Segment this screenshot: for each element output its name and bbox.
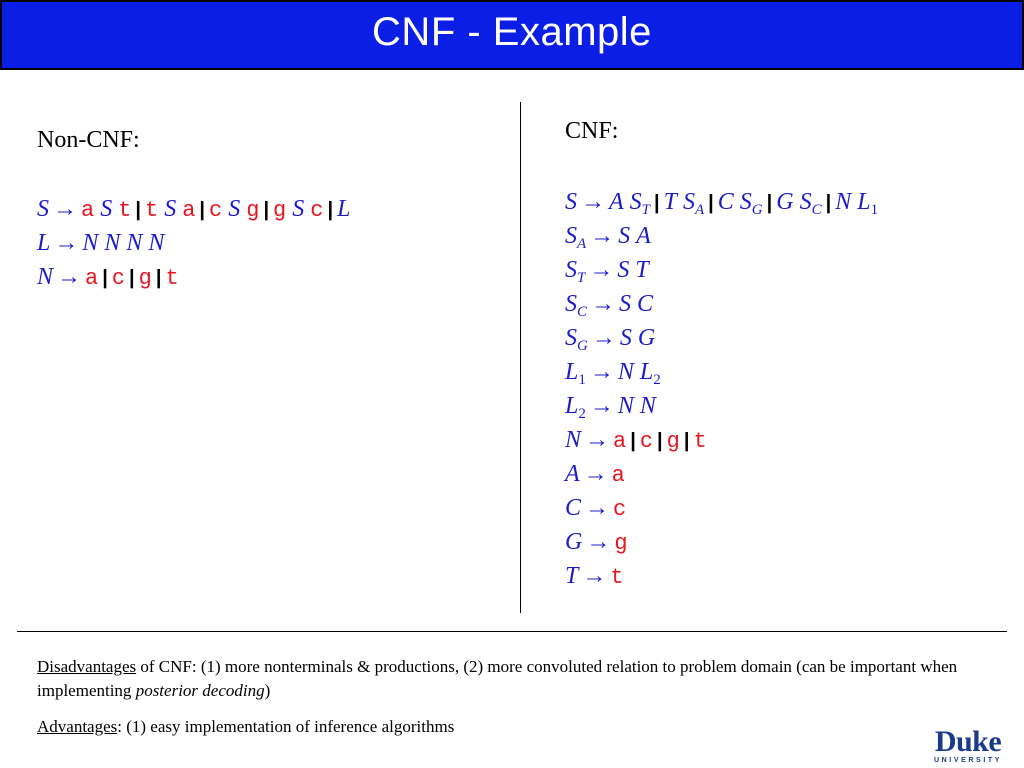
nonterminal: L	[639, 359, 654, 385]
subscript: T	[577, 270, 586, 286]
separator: |	[708, 192, 714, 214]
nonterminal: N	[617, 393, 634, 419]
subscript: G	[751, 202, 763, 218]
arrow: →	[590, 223, 615, 249]
arrow: →	[589, 359, 614, 385]
separator: |	[766, 192, 773, 214]
advantages-note	[37, 715, 997, 739]
arrow: →	[591, 291, 616, 317]
terminal: g	[273, 198, 287, 223]
terminal: c	[310, 198, 324, 223]
separator: |	[327, 199, 334, 221]
separator: |	[654, 192, 660, 214]
nonterminal: S	[739, 189, 752, 215]
nonterminal: T	[565, 563, 579, 589]
terminal: t	[610, 565, 624, 590]
grammar-rule	[37, 260, 179, 296]
terminal: c	[613, 497, 627, 522]
separator: |	[263, 199, 270, 221]
disadvantages-italic: posterior decoding	[135, 681, 265, 700]
arrow: →	[54, 230, 79, 256]
slide-title: CNF - Example	[372, 9, 652, 54]
separator: |	[657, 430, 663, 452]
grammar-rule	[565, 525, 628, 561]
nonterminal: A	[636, 223, 651, 249]
arrow: →	[591, 325, 616, 351]
arrow: →	[582, 563, 607, 589]
disadvantages-label: Disadvantages	[37, 657, 137, 676]
subscript: 2	[653, 372, 661, 388]
terminal: t	[693, 429, 707, 454]
nonterminal: N	[37, 264, 54, 290]
nonterminal: T	[663, 189, 677, 215]
nonterminal: S	[617, 257, 630, 283]
terminal: c	[111, 266, 126, 291]
arrow: →	[585, 427, 610, 453]
arrow: →	[581, 189, 605, 215]
separator: |	[155, 267, 162, 289]
grammar-rule	[565, 423, 707, 459]
separator: |	[102, 267, 108, 289]
nonterminal: L	[565, 393, 579, 419]
subscript: 2	[578, 406, 586, 422]
non-cnf-heading: Non-CNF:	[37, 127, 140, 153]
terminal: c	[639, 429, 654, 454]
nonterminal: G	[637, 325, 656, 351]
nonterminal: C	[637, 291, 654, 317]
disadvantages-text: of CNF: (1) more nonterminals & productions, (2) more convoluted relation to problem domain (can be important when implementing	[37, 657, 958, 700]
nonterminal: S	[565, 257, 577, 283]
nonterminal: G	[776, 189, 794, 215]
arrow: →	[585, 495, 610, 521]
nonterminal: S	[292, 196, 305, 222]
separator: |	[683, 430, 690, 452]
horizontal-divider	[17, 631, 1007, 632]
separator: |	[129, 267, 135, 289]
nonterminal: N	[565, 427, 582, 453]
terminal: t	[118, 198, 132, 223]
grammar-rule	[565, 457, 625, 493]
logo-name: Duke	[934, 725, 1002, 758]
disadvantages-note	[37, 655, 997, 703]
nonterminal: S	[37, 196, 49, 222]
nonterminal: S	[799, 189, 812, 215]
advantages-text: : (1) easy implementation of inference algorithms	[117, 717, 455, 736]
nonterminal: N	[148, 230, 165, 256]
arrow: →	[583, 461, 608, 487]
terminal: g	[614, 531, 628, 556]
nonterminal: C	[717, 189, 734, 215]
subscript: T	[641, 202, 651, 218]
nonterminal: S	[164, 196, 177, 222]
grammar-rule	[565, 559, 624, 595]
nonterminal: S	[228, 196, 241, 222]
terminal: g	[138, 266, 152, 291]
nonterminal: L	[565, 359, 579, 385]
terminal: g	[246, 198, 260, 223]
terminal: t	[145, 198, 159, 223]
vertical-divider	[520, 102, 521, 613]
nonterminal: S	[565, 189, 577, 215]
separator: |	[630, 430, 636, 452]
disadvantages-end: )	[264, 681, 271, 700]
nonterminal: L	[37, 230, 51, 256]
nonterminal: C	[565, 495, 582, 521]
arrow: →	[589, 393, 614, 419]
terminal: a	[81, 198, 95, 223]
terminal: t	[165, 266, 179, 291]
subscript: C	[811, 202, 822, 218]
nonterminal: G	[565, 529, 583, 555]
nonterminal: A	[609, 189, 624, 215]
terminal: a	[613, 429, 627, 454]
advantages-label: Advantages	[37, 717, 118, 736]
nonterminal: L	[337, 196, 351, 222]
separator: |	[135, 199, 142, 221]
nonterminal: S	[629, 189, 642, 215]
nonterminal: S	[565, 223, 577, 249]
nonterminal: S	[619, 325, 632, 351]
subscript: C	[577, 304, 588, 320]
duke-logo	[934, 725, 1003, 765]
subscript: 1	[578, 372, 586, 388]
nonterminal: N	[835, 189, 852, 215]
arrow: →	[586, 529, 611, 555]
nonterminal: S	[618, 223, 631, 249]
nonterminal: S	[565, 291, 577, 317]
grammar-rule	[565, 491, 626, 527]
arrow: →	[589, 257, 614, 283]
arrow: →	[57, 264, 82, 290]
nonterminal: N	[126, 230, 143, 256]
nonterminal: N	[82, 230, 99, 256]
nonterminal: N	[639, 393, 656, 419]
grammar-rule	[37, 226, 164, 260]
terminal: c	[209, 198, 223, 223]
subscript: G	[577, 338, 588, 354]
terminal: a	[85, 266, 99, 291]
subscript: A	[577, 236, 587, 252]
separator: |	[199, 199, 206, 221]
terminal: a	[611, 463, 625, 488]
separator: |	[825, 192, 832, 214]
nonterminal: T	[635, 257, 649, 283]
nonterminal: S	[682, 189, 695, 215]
terminal: a	[182, 198, 196, 223]
nonterminal: N	[104, 230, 121, 256]
title-bar	[0, 0, 1024, 70]
nonterminal: L	[857, 189, 871, 215]
arrow: →	[53, 196, 77, 222]
nonterminal: A	[565, 461, 580, 487]
nonterminal: S	[100, 196, 113, 222]
terminal: g	[666, 429, 680, 454]
nonterminal: N	[617, 359, 634, 385]
subscript: A	[694, 202, 705, 218]
nonterminal: S	[565, 325, 577, 351]
grammar-rule	[37, 192, 350, 228]
subscript: 1	[870, 202, 879, 218]
nonterminal: S	[619, 291, 632, 317]
logo-subtitle: UNIVERSITY	[934, 757, 1003, 764]
cnf-heading: CNF:	[565, 118, 619, 144]
